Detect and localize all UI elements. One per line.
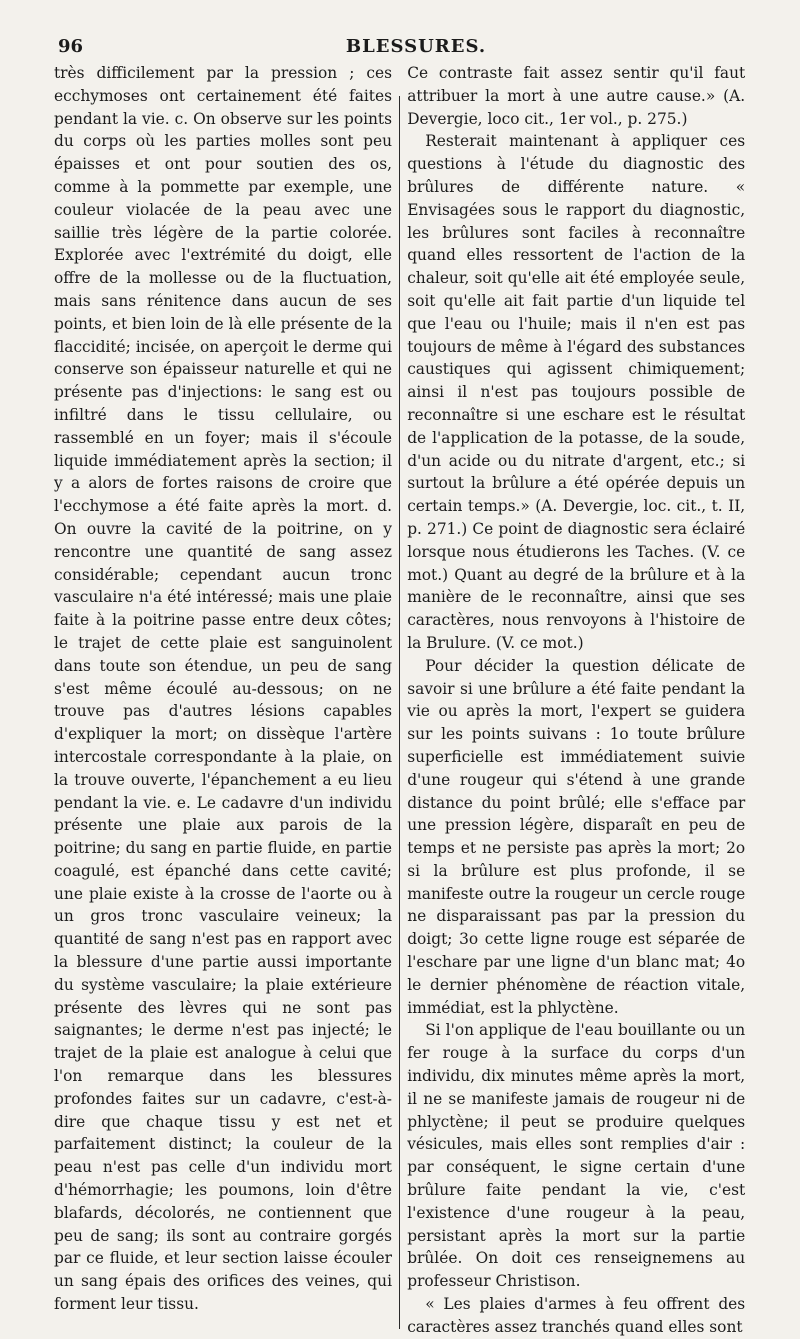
left-paragraph-1: très difficilement par la pression ; ces ecchymoses ont certainement été faites pendant la vie. c. On observe sur les points du corps où les parties molles sont peu épaisses et ont pour soutien des os, comme à la pommette par exemple, une couleur violacée de la peau avec une saillie très légère de la partie colorée. Explorée avec l'extrémité du doigt, elle offre de la mollesse ou de la fluctuation, mais sans rénitence dans aucun de ses points, et bien loin de là elle présente de la flaccidité; incisée, on aperçoit le derme qui conserve son épaisseur naturelle et qui ne présente pas d'injections: le sang est ou infiltré dans le tissu cellulaire, ou rassemblé en un foyer; mais il s'écoule liquide immédiatement après la section; il y a alors de fortes raisons de croire que l'ecchymose a été faite après la mort. d. On ouvre la cavité de la poitrine, on y rencontre une quantité de sang assez considérable; cependant aucun tronc vasculaire n'a été intéressé; mais une plaie faite à la poitrine passe entre deux côtes; le trajet de cette plaie est sanguinolent dans toute son étendue, un peu de sang s'est même écoulé au-dessous; on ne trouve pas d'autres lésions capables d'expliquer la mort; on dissèque l'artère intercostale correspondante à la plaie, on la trouve ouverte, l'épanchement a eu lieu pendant la vie. e. Le cadavre d'un individu présente une plaie aux parois de la poitrine; du sang en partie fluide, en partie coagulé, est épanché dans cette cavité; une plaie existe à la crosse de l'aorte ou à un gros tronc vasculaire veineux; la quantité de sang n'est pas en rapport avec la blessure d'une partie aussi importante du système vasculaire; la plaie extérieure présente des lèvres qui ne sont pas saignantes; le derme n'est pas injecté; le trajet de la plaie est analogue à celui que l'on remarque dans les blessures profondes faites sur un cadavre, c'est-à-dire que chaque tissu y est net et parfaitement distinct; la couleur de la peau n'est pas celle d'un individu mort d'hémorrhagie; les poumons, loin d'être blafards, décolorés, ne contiennent que peu de sang; ils sont au contraire gorgés par ce fluide, et leur section laisse écouler un sang épais des orifices des veines, qui forment leur tissu. bbox=[54, 64, 392, 1314]
right-paragraph-1: Ce contraste fait assez sentir qu'il faut attribuer la mort à une autre cause.» (A. Devergie, loco cit., 1er vol., p. 275.) bbox=[407, 64, 746, 128]
right-paragraph-2: Resterait maintenant à appliquer ces questions à l'étude du diagnostic des brûlures de différente nature. « Envisagées sous le rapport du diagnostic, les brûlures sont faciles à reconnaître quand elles ressortent de l'action de la chaleur, soit qu'elle ait été employée seule, soit qu'elle ait fait partie d'un liquide tel que l'eau ou l'huile; mais il n'en est pas toujours de même à l'égard des substances caustiques qui agissent chimiquement; ainsi il n'est pas toujours possible de reconnaître si une eschare est le résultat de l'application de la potasse, de la soude, d'un acide ou du nitrate d'argent, etc.; si surtout la brûlure a été opérée depuis un certain temps.» (A. Devergie, loc. cit., t. II, p. 271.) Ce point de diagnostic sera éclairé lorsque nous étudierons les Taches. (V. ce mot.) Quant au degré de la brûlure et à la manière de le reconnaître, ainsi que ses caractères, nous renvoyons à l'histoire de la Brulure. (V. ce mot.) bbox=[407, 132, 746, 652]
page-number: 96 bbox=[58, 36, 84, 57]
left-column bbox=[54, 62, 392, 1339]
text-columns bbox=[54, 62, 778, 1339]
right-paragraph-5: « Les plaies d'armes à feu offrent des caractères assez tranchés quand elles sont bbox=[407, 1295, 746, 1336]
running-title: BLESSURES. bbox=[345, 36, 487, 57]
column-divider bbox=[399, 96, 400, 1329]
right-column bbox=[407, 62, 745, 1339]
right-paragraph-3: Pour décider la question délicate de savoir si une brûlure a été faite pendant la vie ou après la mort, l'expert se guidera sur les points suivans : 1o toute brûlure superficielle est immédiatement suivie d'une rougeur qui s'étend à une grande distance du point brûlé; elle s'efface par une pression légère, disparaît en peu de temps et ne persiste pas après la mort; 2o si la brûlure est plus profonde, il se manifeste outre la rougeur un cercle rouge ne disparaissant pas par la pression du doigt; 3o cette ligne rouge est séparée de l'eschare par une ligne d'un blanc mat; 4o le dernier phénomène de réaction vitale, immédiat, est la phlyctène. bbox=[407, 656, 746, 1017]
page-header bbox=[54, 30, 778, 62]
right-paragraph-4: Si l'on applique de l'eau bouillante ou un fer rouge à la surface du corps d'un individu, dix minutes même après la mort, il ne se manifeste jamais de rougeur ni de phlyctène; il peut se produire quelques vésicules, mais elles sont remplies d'air : par conséquent, le signe certain d'une brûlure faite pendant la vie, c'est l'existence d'une rougeur à la peau, persistant après la mort sur la partie brûlée. On doit ces renseignemens au professeur Christison. bbox=[407, 1021, 746, 1291]
